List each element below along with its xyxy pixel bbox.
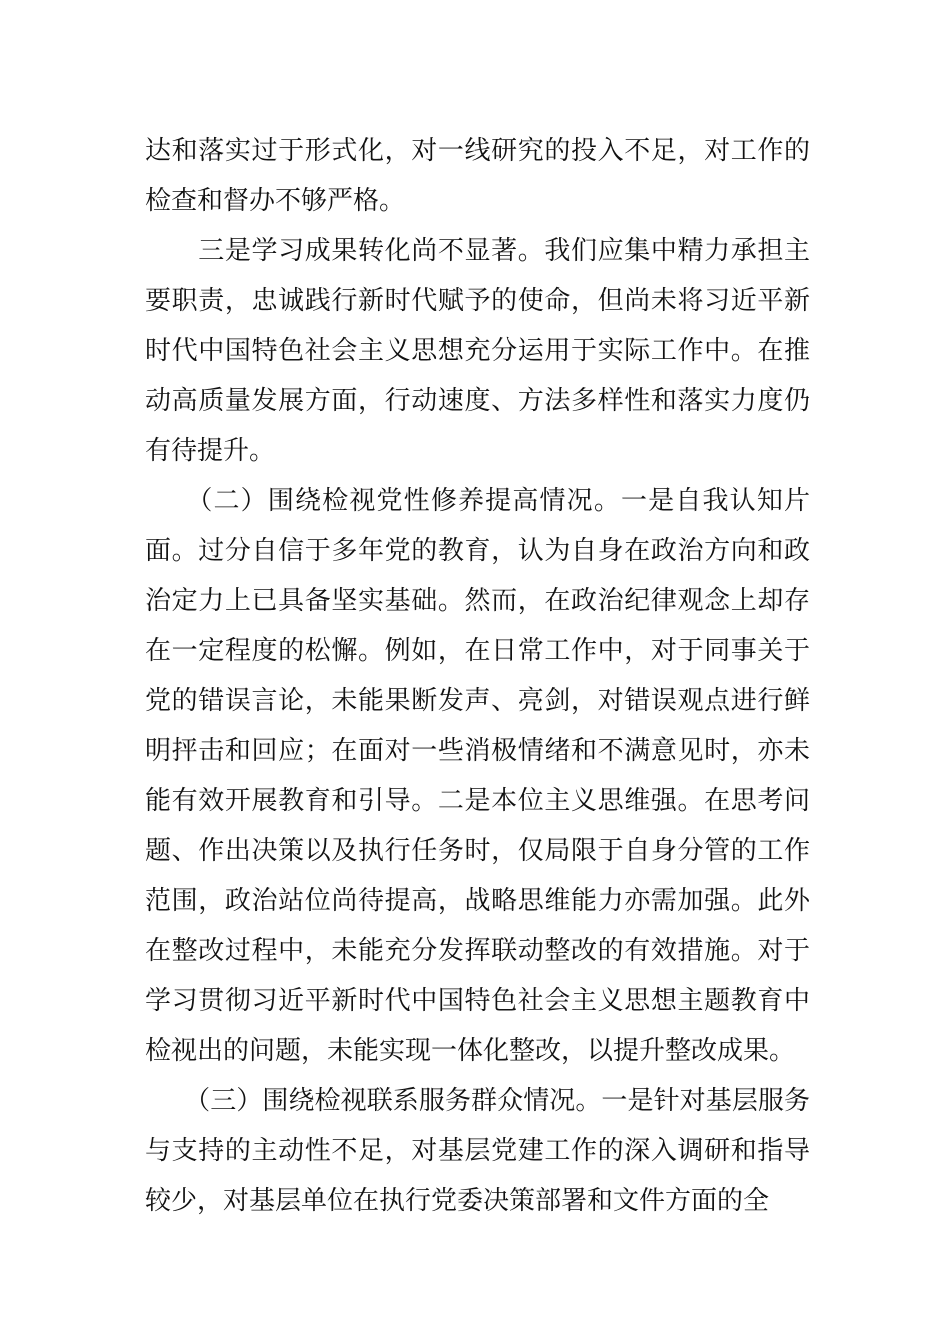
paragraph-section-2-party-cultivation: （二）围绕检视党性修养提高情况。一是自我认知片面。过分自信于多年党的教育，认为自身在政治方向和政治定力上已具备坚实基础。然而，在政治纪律观念上却存在一定程度的松懈。例如，在日常工作中，对于同事关于党的错误言论，未能果断发声、亮剑，对错误观点进行鲜明抨击和回应；在面对一些消极情绪和不满意见时，亦未能有效开展教育和引导。二是本位主义思维强。在思考问题、作出决策以及执行任务时，仅局限于自身分管的工作范围，政治站位尚待提高，战略思维能力亦需加强。此外在整改过程中，未能充分发挥联动整改的有效措施。对于学习贯彻习近平新时代中国特色社会主义思想主题教育中检视出的问题，未能实现一体化整改，以提升整改成果。 — [145, 486, 810, 1066]
paragraph-3-learning-results: 三是学习成果转化尚不显著。我们应集中精力承担主要职责，忠诚践行新时代赋予的使命，但尚未将习近平新时代中国特色社会主义思想充分运用于实际工作中。在推动高质量发展方面，行动速度、方法多样性和落实力度仍有待提升。 — [145, 236, 810, 466]
paragraph-section-3-serving-masses: （三）围绕检视联系服务群众情况。一是针对基层服务与支持的主动性不足，对基层党建工作的深入调研和指导较少，对基层单位在执行党委决策部署和文件方面的全 — [145, 1086, 810, 1216]
document-body — [145, 126, 810, 1226]
paragraph-1-continuation: 达和落实过于形式化，对一线研究的投入不足，对工作的检查和督办不够严格。 — [145, 136, 810, 216]
